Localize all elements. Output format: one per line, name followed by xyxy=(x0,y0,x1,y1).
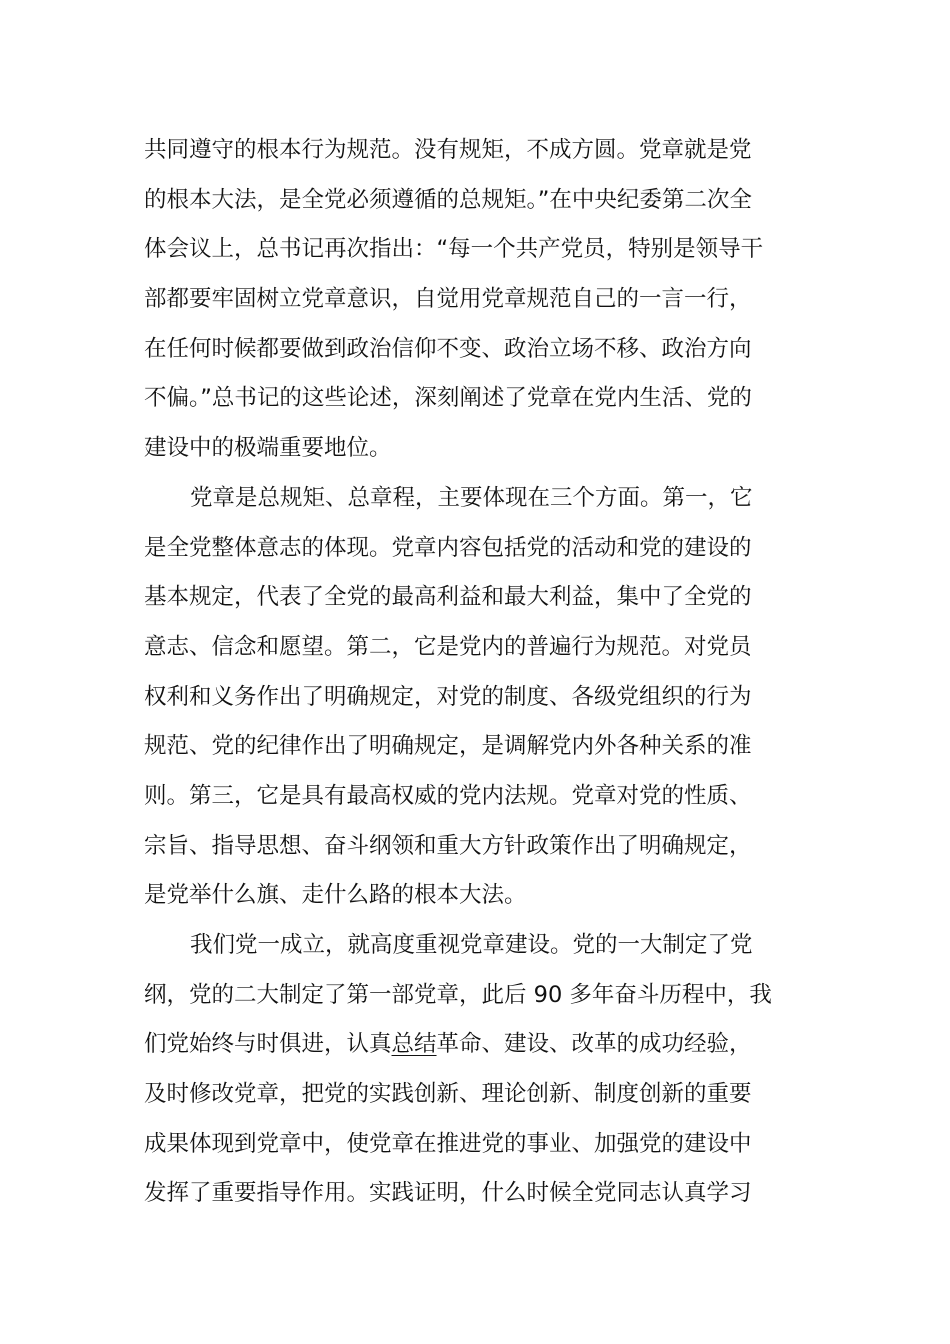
text-segment: 们党始终与时俱进，认真 xyxy=(144,1031,392,1058)
text-line: 权利和义务作出了明确规定，对党的制度、各级党组织的行为 xyxy=(144,683,752,710)
text-line: 纲，党的二大制定了第一部党章，此后 90 多年奋斗历程中，我 xyxy=(144,981,772,1008)
text-line: 体会议上，总书记再次指出：“每一个共产党员，特别是领导干 xyxy=(144,236,764,263)
text-line: 意志、信念和愿望。第二，它是党内的普遍行为规范。对党员 xyxy=(144,633,752,660)
text-line: 及时修改党章，把党的实践创新、理论创新、制度创新的重要 xyxy=(144,1081,752,1108)
text-line xyxy=(144,1020,824,1070)
body-text xyxy=(144,126,824,1219)
text-line: 部都要牢固树立党章意识，自觉用党章规范自己的一言一行， xyxy=(144,286,752,313)
text-segment: 革命、建设、改革的成功经验， xyxy=(436,1031,752,1058)
paragraph-start-line: 党章是总规矩、总章程，主要体现在三个方面。第一，它 xyxy=(190,484,753,511)
text-line: 发挥了重要指导作用。实践证明，什么时候全党同志认真学习 xyxy=(144,1180,752,1207)
paragraph-start-line: 我们党一成立，就高度重视党章建设。党的一大制定了党 xyxy=(190,932,753,958)
text-line: 是全党整体意志的体现。党章内容包括党的活动和党的建设的 xyxy=(144,534,752,561)
text-line: 的根本大法，是全党必须遵循的总规矩。”在中央纪委第二次全 xyxy=(144,186,752,213)
text-line: 宗旨、指导思想、奋斗纲领和重大方针政策作出了明确规定， xyxy=(144,832,752,859)
text-line: 在任何时候都要做到政治信仰不变、政治立场不移、政治方向 xyxy=(144,335,752,362)
underlined-word: 总结 xyxy=(391,1031,437,1058)
text-line: 是党举什么旗、走什么路的根本大法。 xyxy=(144,882,527,909)
text-line: 成果体现到党章中，使党章在推进党的事业、加强党的建设中 xyxy=(144,1130,752,1157)
text-line: 基本规定，代表了全党的最高利益和最大利益，集中了全党的 xyxy=(144,584,752,611)
text-line: 则。第三，它是具有最高权威的党内法规。党章对党的性质、 xyxy=(144,782,752,809)
text-line: 建设中的极端重要地位。 xyxy=(144,435,392,462)
text-line: 不偏。”总书记的这些论述，深刻阐述了党章在党内生活、党的 xyxy=(144,385,752,412)
text-line: 共同遵守的根本行为规范。没有规矩，不成方圆。党章就是党 xyxy=(144,137,752,163)
text-line: 规范、党的纪律作出了明确规定，是调解党内外各种关系的准 xyxy=(144,733,752,760)
